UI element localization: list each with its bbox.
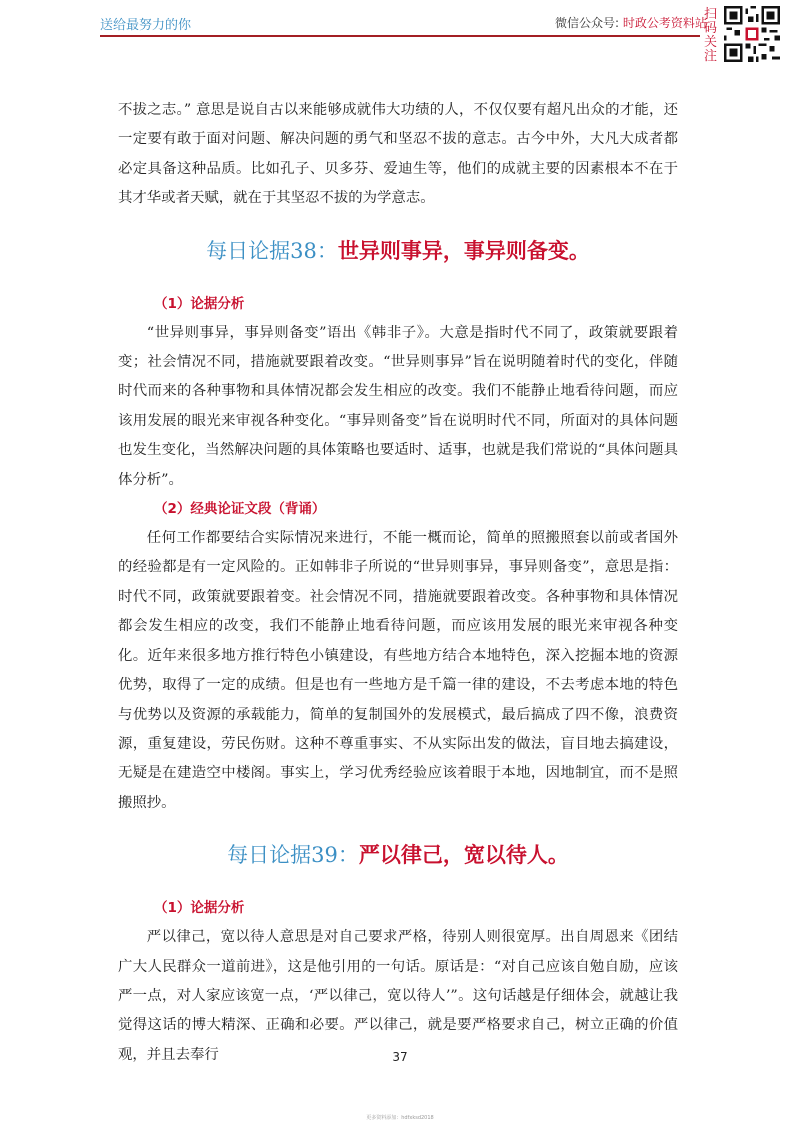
section38-title-prefix: 每日论据38： [206, 238, 338, 263]
document-body [118, 96, 678, 1070]
header-slogan: 送给最努力的你 [100, 18, 192, 33]
qr-code-icon[interactable] [724, 6, 780, 62]
scan-follow-label: 扫码关注 [704, 7, 718, 64]
section38-title-main: 世异则事异，事异则备变。 [337, 237, 590, 263]
page-number: 37 [392, 1050, 408, 1064]
section39-analysis-paragraph: 严以律己，宽以待人意思是对自己要求严格，待别人则很宽厚。出自周恩来《团结广大人民群众一道前进》，这是他引用的一句话。原话是：“对自己应该自勉自励，应该严一点，对人家应该宽一点，‘严以律己，宽以待人’”。这句话越是仔细体会，就越让我觉得这话的博大精深、正确和必要。严以律己，就是要严格要求自己，树立正确的价值观，并且去奉行 [118, 929, 678, 1063]
section38-analysis-paragraph: “世异则事异，事异则备变”语出《韩非子》。大意是指时代不同了，政策就要跟着变；社会情况不同，措施就要跟着改变。“世异则事异”旨在说明随着时代的变化，伴随时代而来的各种事物和具体情况都会发生相应的改变。我们不能静止地看待问题，而应该用发展的眼光来审视各种变化。“事异则备变”旨在说明时代不同，所面对的具体问题也发生变化，当然解决问题的具体策略也要适时、适事，也就是我们常说的“具体问题具体分析”。 [118, 324, 678, 488]
header-wechat [555, 14, 707, 31]
section39-title-prefix: 每日论据39： [227, 843, 359, 868]
header-wechat-label: 微信公众号: [555, 16, 620, 30]
section38-title [118, 236, 678, 266]
header-rule [100, 35, 700, 37]
page-header [0, 0, 800, 64]
section38-subheading-passage: （2）经典论证文段（背诵） [154, 501, 326, 518]
header-wechat-site: 时政公考资料站 [622, 16, 707, 30]
intro-paragraph: 不拔之志。” 意思是说自古以来能够成就伟大功绩的人，不仅仅要有超凡出众的才能，还一定要有敢于面对问题、解决问题的勇气和坚忍不拔的意志。古今中外，大凡大成者都必定具备这种品质。比如孔子、贝多芬、爱迪生等，他们的成就主要的因素根本不在于其才华或者天赋，就在于其坚忍不拔的为学意志。 [118, 102, 678, 207]
footer-note: 更多资料添加：hdfxksd2018 [366, 1115, 434, 1121]
section38-passage-paragraph: 任何工作都要结合实际情况来进行，不能一概而论，简单的照搬照套以前或者国外的经验都是有一定风险的。正如韩非子所说的“世异则事异，事异则备变”，意思是指：时代不同，政策就要跟着变。社会情况不同，措施就要跟着改变。各种事物和具体情况都会发生相应的改变，我们不能静止地看待问题，而应该用发展的眼光来审视各种变化。近年来很多地方推行特色小镇建设，有些地方结合本地特色，深入挖掘本地的资源优势，取得了一定的成绩。但是也有一些地方是千篇一律的建设，不去考虑本地的特色与优势以及资源的承载能力，简单的复制国外的发展模式，最后搞成了四不像，浪费资源，重复建设，劳民伤财。这种不尊重事实、不从实际出发的做法，盲目地去搞建设，无疑是在建造空中楼阁。事实上，学习优秀经验应该着眼于本地，因地制宜，而不是照搬照抄。 [118, 530, 678, 811]
section38-subheading-analysis: （1）论据分析 [154, 295, 245, 312]
section39-title [118, 840, 678, 870]
section39-subheading-analysis: （1）论据分析 [154, 900, 245, 917]
section39-title-main: 严以律己，宽以待人。 [358, 842, 569, 868]
